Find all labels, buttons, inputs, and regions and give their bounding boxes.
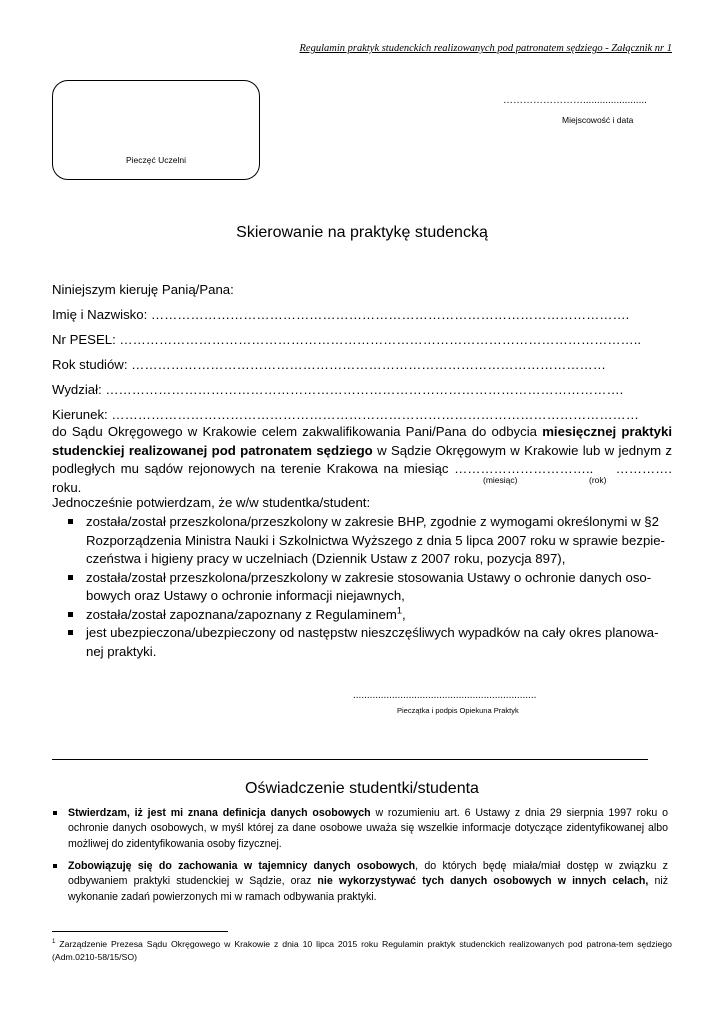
place-date-field: …………………….......................: [503, 95, 647, 106]
list-item: została/został przeszkolona/przeszkolony w zakresie BHP, zgodnie z wymogami określonymi w §2 Rozporządzenia Ministra Nauki i Szkolnictwa Wyższego z dnia 5 lipca 2007 roku w sprawie bezpie-czeństwa i higieny pracy w uczelniach (Dziennik Ustaw z 2007 roku, pozycja 897),: [66, 513, 674, 569]
confirm-list: [66, 513, 674, 661]
name-field: Imię i Nazwisko: ……………………………………………………………………………………………….: [52, 307, 630, 322]
section-divider: [52, 759, 648, 760]
referral-paragraph: [52, 423, 672, 497]
referral-bold: miesięcznej praktyki studenckiej realizowanej pod patronatem sędziego: [52, 424, 672, 458]
statement-item-1: [68, 806, 668, 852]
list-item-end: ,: [401, 606, 406, 622]
list-item-text: została/został zapoznana/zapoznany z Regulaminem: [86, 606, 397, 622]
statement-1-bold: Stwierdzam, iż jest mi znana definicja danych osobowych: [68, 807, 371, 819]
statement-item-2: [68, 859, 668, 905]
bullet-square-icon: [53, 864, 57, 868]
place-date-label: Miejscowość i data: [562, 115, 634, 125]
year-label: (rok): [589, 475, 607, 485]
statement-1-text: w rozumieniu art. 6 Ustawy z dnia 29 sierpnia 1997 roku o ochronie danych osobowych, w myśl której za dane osobowe uważa się wszelkie informacje dotyczące zidentyfikowanej albo możliwej do zidentyfikowania osoby fizycznej.: [68, 807, 668, 850]
footnote-mark: 1: [52, 938, 56, 946]
university-stamp-box: [52, 80, 260, 180]
bullet-square-icon: [53, 811, 57, 815]
referral-end: roku.: [52, 479, 82, 495]
intro-line: Niniejszym kieruję Panią/Pana:: [52, 282, 234, 297]
list-item: [66, 606, 674, 625]
footnote: [52, 938, 672, 964]
pesel-field: Nr PESEL: ………………………………………………………………………………………………………..: [52, 332, 642, 347]
confirm-intro: Jednocześnie potwierdzam, że w/w studentka/student:: [52, 495, 371, 510]
statement-2-bold-2: nie wykorzystywać tych danych osobowych w innych celach,: [317, 875, 649, 888]
signature-label: Pieczątka i podpis Opiekuna Praktyk: [397, 706, 519, 715]
statement-2-text-2: niż wykonanie zadań powierzonych mi w ramach odbywania praktyki.: [68, 875, 668, 903]
referral-text-2: w Sądzie Okręgowym w Krakowie lub w jednym z podległych mu sądów rejonowych na terenie Krakowa na miesiąc: [52, 442, 672, 476]
month-dots: …………………………..: [454, 461, 594, 476]
stamp-label: Pieczęć Uczelni: [126, 155, 186, 165]
header-note: Regulamin praktyk studenckich realizowanych pod patronatem sędziego - Załącznik nr 1: [299, 43, 672, 54]
footnote-ref: 1: [396, 605, 402, 616]
statement-title: Oświadczenie studentki/studenta: [245, 780, 479, 797]
signature-field: ..................................................................: [353, 690, 537, 701]
statement-2-text: , do których będę miała/miał dostęp w związku z odbywaniem praktyki studenckiej w Sądzie, oraz: [68, 860, 668, 888]
footnote-text: Zarządzenie Prezesa Sądu Okręgowego w Krakowie z dnia 10 lipca 2015 roku Regulamin praktyk studenckich realizowanych pod patrona-tem sędziego (Adm.0210-58/15/SO): [52, 939, 672, 962]
major-field: Kierunek: …………………………………………………………………………………………………………: [52, 407, 639, 422]
study-year-field: Rok studiów: ………………………………………………………………………………………………: [52, 357, 606, 372]
month-label: (miesiąc): [483, 475, 518, 485]
statement-2-bold: Zobowiązuję się do zachowania w tajemnicy danych osobowych: [68, 860, 416, 872]
document-title: Skierowanie na praktykę studencką: [236, 224, 488, 241]
referral-text-1: do Sądu Okręgowego w Krakowie celem zakwalifikowania Pani/Pana do odbycia: [52, 424, 543, 439]
faculty-field: Wydział: ……………………………………………………………………………………………………….: [52, 382, 624, 397]
list-item: jest ubezpieczona/ubezpieczony od następstw nieszczęśliwych wypadków na cały okres planowa-nej praktyki.: [66, 624, 674, 661]
year-dots: ………….: [615, 461, 672, 476]
footnote-rule: [52, 931, 228, 932]
list-item: została/został przeszkolona/przeszkolony w zakresie stosowania Ustawy o ochronie danych oso-bowych oraz Ustawy o ochronie informacji niejawnych,: [66, 569, 674, 606]
